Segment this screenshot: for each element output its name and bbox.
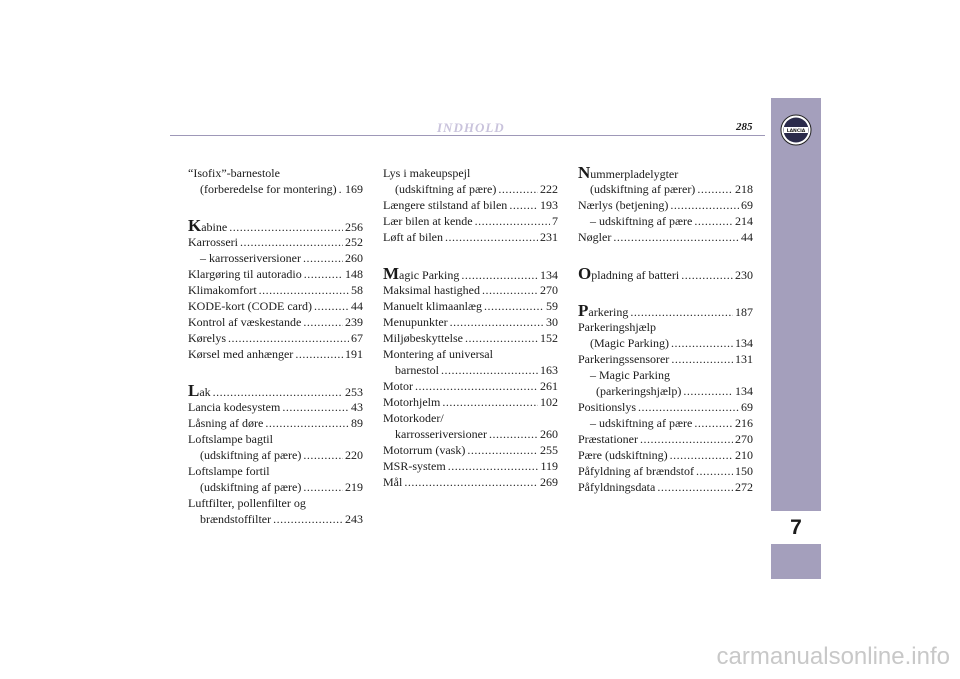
dot-leader	[640, 431, 733, 447]
entry-page-number: 222	[540, 182, 558, 196]
index-entry[interactable]	[188, 330, 363, 346]
entry-label: Magic Parking	[383, 264, 460, 283]
entry-page-number: 253	[345, 385, 363, 399]
dot-leader	[265, 415, 349, 431]
index-entry[interactable]	[188, 447, 363, 463]
entry-label: Motorhjelm	[383, 395, 441, 409]
dot-leader	[303, 314, 343, 330]
watermark: carmanualsonline.info	[716, 643, 950, 670]
index-entry[interactable]	[383, 197, 558, 213]
entry-page-number: 43	[351, 400, 363, 414]
entry-label: – udskiftning af pære	[590, 214, 693, 228]
entry-label: (parkeringshjælp)	[596, 384, 682, 398]
index-entry-text: – Magic Parking	[590, 368, 670, 382]
index-entry[interactable]	[188, 383, 363, 399]
entry-page-number: 152	[540, 331, 558, 345]
index-entry[interactable]	[383, 458, 558, 474]
index-entry[interactable]	[383, 282, 558, 298]
entry-page-number: 261	[540, 379, 558, 393]
dot-leader	[694, 415, 733, 431]
chapter-sidebar	[771, 98, 821, 579]
dot-leader	[475, 213, 550, 229]
entry-page-number: 59	[546, 299, 558, 313]
dot-leader	[303, 250, 343, 266]
entry-label: (udskiftning af pære)	[200, 480, 302, 494]
section-title: INDHOLD	[437, 120, 505, 135]
entry-label: Lancia kodesystem	[188, 400, 281, 414]
dot-leader	[489, 426, 538, 442]
entry-page-number: 67	[351, 331, 363, 345]
entry-label: Præstationer	[578, 432, 638, 446]
dot-leader	[314, 298, 349, 314]
dot-leader	[630, 304, 733, 320]
entry-label: Parkeringssensorer	[578, 352, 670, 366]
index-entry[interactable]	[383, 213, 558, 229]
index-entry[interactable]	[188, 415, 363, 431]
entry-page-number: 214	[735, 214, 753, 228]
index-entry[interactable]	[578, 383, 753, 399]
dot-leader	[404, 474, 538, 490]
index-entry[interactable]	[383, 442, 558, 458]
index-entry[interactable]	[383, 229, 558, 245]
entry-page-number: 270	[735, 432, 753, 446]
dot-leader	[694, 213, 733, 229]
entry-page-number: 210	[735, 448, 753, 462]
dot-leader	[461, 267, 538, 283]
entry-page-number: 150	[735, 464, 753, 478]
index-column-1	[188, 165, 363, 527]
entry-label: Længere stilstand af bilen	[383, 198, 508, 212]
index-entry[interactable]	[188, 479, 363, 495]
entry-label: Lak	[188, 381, 211, 400]
entry-label: Nøgler	[578, 230, 612, 244]
header-rule	[170, 135, 765, 136]
dot-leader	[671, 351, 733, 367]
dot-leader	[228, 330, 349, 346]
lancia-logo-icon	[780, 114, 812, 146]
dot-leader	[240, 234, 343, 250]
index-entry[interactable]	[578, 415, 753, 431]
entry-page-number: 44	[741, 230, 753, 244]
entry-label: Parkering	[578, 301, 629, 320]
entry-label: Mål	[383, 475, 403, 489]
index-entry[interactable]	[578, 447, 753, 463]
dot-leader	[498, 181, 538, 197]
index-entry[interactable]	[578, 431, 753, 447]
dot-leader	[304, 266, 343, 282]
entry-label: Låsning af døre	[188, 416, 264, 430]
dot-leader	[295, 346, 343, 362]
entry-label: Lær bilen at kende	[383, 214, 473, 228]
dot-leader	[697, 181, 733, 197]
dot-leader	[445, 229, 538, 245]
entry-page-number: 230	[735, 268, 753, 282]
index-entry[interactable]	[188, 250, 363, 266]
index-entry[interactable]	[188, 298, 363, 314]
index-entry[interactable]	[578, 351, 753, 367]
entry-page-number: 119	[540, 459, 558, 473]
index-entry[interactable]	[188, 511, 363, 527]
entry-label: Miljøbeskyttelse	[383, 331, 463, 345]
index-entry[interactable]	[578, 335, 753, 351]
entry-page-number: 44	[351, 299, 363, 313]
entry-page-number: 216	[735, 416, 753, 430]
index-entry[interactable]	[188, 282, 363, 298]
entry-label: barnestol	[395, 363, 439, 377]
index-entry[interactable]	[578, 303, 753, 319]
index-entry[interactable]	[383, 181, 558, 197]
chapter-tab[interactable]: 7	[771, 511, 821, 544]
index-entry[interactable]	[578, 479, 753, 495]
dot-leader	[509, 197, 538, 213]
index-entry[interactable]	[383, 378, 558, 394]
page-number: 285	[736, 121, 753, 133]
entry-label: Kabine	[188, 216, 228, 235]
index-entry[interactable]	[383, 314, 558, 330]
dot-leader	[670, 447, 733, 463]
dot-leader	[681, 267, 733, 283]
entry-page-number: 7	[552, 214, 558, 228]
index-entry[interactable]	[578, 213, 753, 229]
dot-leader	[482, 282, 538, 298]
index-entry[interactable]	[188, 218, 363, 234]
dot-leader	[467, 442, 538, 458]
entry-label: Positionslys	[578, 400, 637, 414]
entry-page-number: 252	[345, 235, 363, 249]
entry-page-number: 269	[540, 475, 558, 489]
index-column-2	[383, 165, 558, 490]
index-entry-text: “Isofix”-barnestole	[188, 166, 280, 180]
index-entry-text: Montering af universal	[383, 347, 493, 361]
index-entry[interactable]	[383, 474, 558, 490]
dot-leader	[696, 463, 733, 479]
entry-label: Manuelt klimaanlæg	[383, 299, 482, 313]
entry-page-number: 187	[735, 305, 753, 319]
index-entry[interactable]	[188, 181, 363, 197]
dot-leader	[465, 330, 538, 346]
dot-leader	[657, 479, 733, 495]
dot-leader	[282, 399, 349, 415]
dot-leader	[442, 394, 538, 410]
entry-page-number: 163	[540, 363, 558, 377]
entry-label: Kørelys	[188, 331, 226, 345]
entry-label: KODE-kort (CODE card)	[188, 299, 312, 313]
entry-label: Kontrol af væskestande	[188, 315, 302, 329]
index-entry[interactable]	[578, 197, 753, 213]
entry-label: brændstoffilter	[200, 512, 272, 526]
entry-label: Pære (udskiftning)	[578, 448, 668, 462]
entry-page-number: 134	[735, 336, 753, 350]
entry-page-number: 169	[345, 182, 363, 196]
entry-page-number: 219	[345, 480, 363, 494]
dot-leader	[683, 383, 733, 399]
entry-label: Opladning af batteri	[578, 264, 680, 283]
index-entry[interactable]	[188, 266, 363, 282]
entry-label: Menupunkter	[383, 315, 448, 329]
dot-leader	[415, 378, 538, 394]
entry-page-number: 260	[540, 427, 558, 441]
entry-page-number: 134	[735, 384, 753, 398]
entry-page-number: 272	[735, 480, 753, 494]
entry-label: Nærlys (betjening)	[578, 198, 669, 212]
entry-label: karrosseriversioner	[395, 427, 487, 441]
entry-page-number: 255	[540, 443, 558, 457]
index-entry[interactable]	[188, 399, 363, 415]
index-entry-text: Parkeringshjælp	[578, 320, 656, 334]
index-entry[interactable]	[383, 266, 558, 282]
dot-leader	[213, 384, 343, 400]
index-entry[interactable]	[578, 399, 753, 415]
dot-leader	[441, 362, 538, 378]
index-entry[interactable]	[383, 298, 558, 314]
entry-page-number: 69	[741, 198, 753, 212]
entry-page-number: 243	[345, 512, 363, 526]
index-entry[interactable]	[578, 266, 753, 282]
index-entry[interactable]	[383, 394, 558, 410]
dot-leader	[303, 479, 343, 495]
index-entry-text: Lys i makeupspejl	[383, 166, 471, 180]
entry-page-number: 134	[540, 268, 558, 282]
index-entry[interactable]	[383, 330, 558, 346]
entry-label: Løft af bilen	[383, 230, 443, 244]
index-entry-text: Luftfilter, pollenfilter og	[188, 496, 306, 510]
entry-label: Motorrum (vask)	[383, 443, 466, 457]
entry-label: (Magic Parking)	[590, 336, 669, 350]
dot-leader	[339, 181, 343, 197]
entry-label: Maksimal hastighed	[383, 283, 480, 297]
entry-label: (udskiftning af pærer)	[590, 182, 696, 196]
dot-leader	[273, 511, 343, 527]
dot-leader	[613, 229, 739, 245]
index-entry[interactable]	[188, 346, 363, 362]
entry-label: Karrosseri	[188, 235, 238, 249]
entry-page-number: 89	[351, 416, 363, 430]
index-entry-text: Motorkoder/	[383, 411, 444, 425]
entry-label: Påfyldning af brændstof	[578, 464, 694, 478]
index-entry[interactable]	[188, 314, 363, 330]
entry-page-number: 220	[345, 448, 363, 462]
entry-page-number: 231	[540, 230, 558, 244]
entry-page-number: 191	[345, 347, 363, 361]
dot-leader	[671, 335, 733, 351]
entry-page-number: 102	[540, 395, 558, 409]
entry-label: (forberedelse for montering)	[200, 182, 337, 196]
index-entry-text: Loftslampe bagtil	[188, 432, 273, 446]
dot-leader	[450, 314, 544, 330]
entry-label: – udskiftning af pære	[590, 416, 693, 430]
dot-leader	[229, 219, 343, 235]
index-entry[interactable]	[578, 181, 753, 197]
dot-leader	[259, 282, 349, 298]
dot-leader	[670, 197, 739, 213]
entry-page-number: 260	[345, 251, 363, 265]
entry-page-number: 148	[345, 267, 363, 281]
entry-label: (udskiftning af pære)	[395, 182, 497, 196]
entry-label: Motor	[383, 379, 413, 393]
dot-leader	[638, 399, 739, 415]
dot-leader	[303, 447, 343, 463]
dot-leader	[448, 458, 539, 474]
entry-label: Klargøring til autoradio	[188, 267, 302, 281]
index-entry[interactable]	[578, 229, 753, 245]
entry-page-number: 58	[351, 283, 363, 297]
index-entry[interactable]	[578, 463, 753, 479]
entry-label: MSR-system	[383, 459, 446, 473]
svg-text:LANCIA: LANCIA	[786, 129, 806, 134]
entry-page-number: 131	[735, 352, 753, 366]
index-entry-text: Nummerpladelygter	[578, 163, 679, 182]
entry-page-number: 30	[546, 315, 558, 329]
entry-page-number: 69	[741, 400, 753, 414]
index-entry[interactable]	[188, 234, 363, 250]
entry-page-number: 218	[735, 182, 753, 196]
entry-page-number: 256	[345, 220, 363, 234]
entry-page-number: 239	[345, 315, 363, 329]
entry-label: Klimakomfort	[188, 283, 257, 297]
entry-label: Påfyldningsdata	[578, 480, 656, 494]
index-column-3	[578, 165, 753, 495]
entry-page-number: 270	[540, 283, 558, 297]
entry-label: (udskiftning af pære)	[200, 448, 302, 462]
entry-label: – karrosseriversioner	[200, 251, 301, 265]
entry-label: Kørsel med anhænger	[188, 347, 294, 361]
index-entry[interactable]	[383, 362, 558, 378]
index-entry[interactable]	[383, 426, 558, 442]
dot-leader	[484, 298, 544, 314]
index-entry-text: Loftslampe fortil	[188, 464, 270, 478]
entry-page-number: 193	[540, 198, 558, 212]
